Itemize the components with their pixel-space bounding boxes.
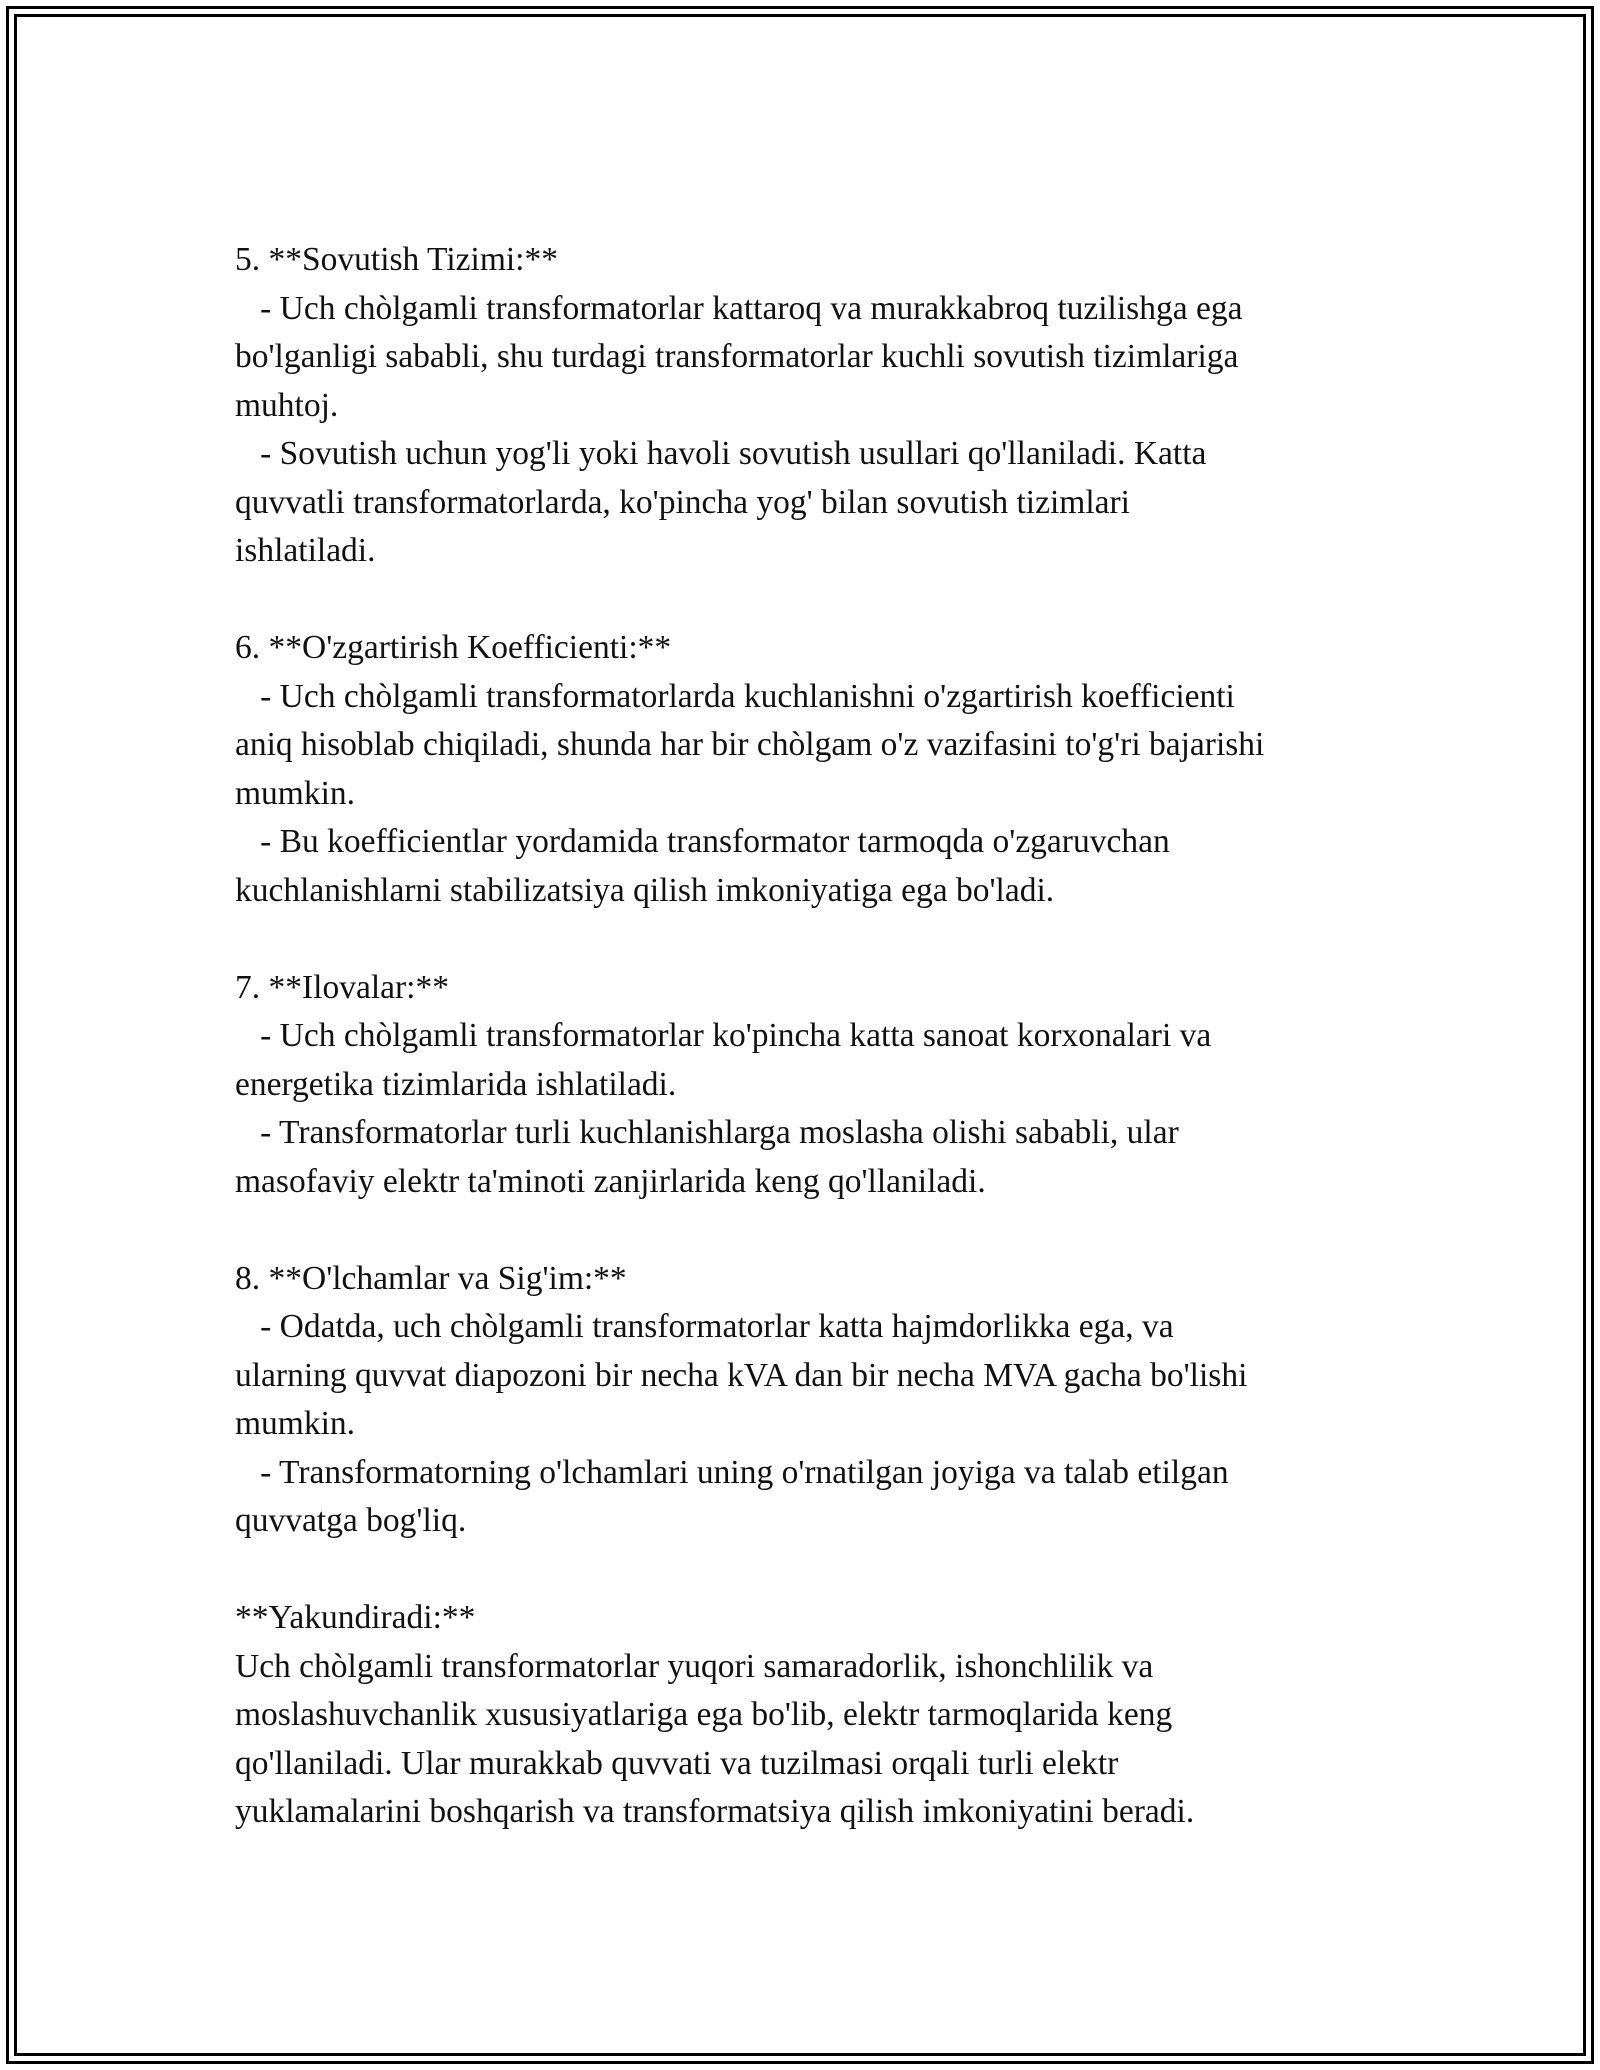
text-line: - Transformatorlar turli kuchlanishlarga moslasha olishi sababli, ular (235, 1114, 1179, 1151)
text-line: - Uch chòlgamli transformatorlarda kuchlanishni o'zgartirish koefficienti (235, 677, 1235, 715)
document-body (235, 236, 1385, 1837)
text-line: quvvatli transformatorlarda, ko'pincha yog' bilan sovutish tizimlari (235, 483, 1130, 521)
paragraph-spacer (235, 1206, 1385, 1255)
paragraph-spacer (235, 1546, 1385, 1595)
paragraph-spacer (235, 576, 1385, 625)
text-line: - Odatda, uch chòlgamli transformatorlar katta hajmdorlikka ega, va (235, 1308, 1174, 1345)
text-line: aniq hisoblab chiqiladi, shunda har bir chòlgam o'z vazifasini to'g'ri bajarishi (235, 726, 1265, 763)
text-line: energetika tizimlarida ishlatiladi. (235, 1065, 677, 1103)
text-line: kuchlanishlarni stabilizatsiya qilish imkoniyatiga ega bo'ladi. (235, 871, 1055, 909)
text-line: masofaviy elektr ta'minoti zanjirlarida keng qo'llaniladi. (235, 1162, 986, 1200)
text-line: - Bu koefficientlar yordamida transformator tarmoqda o'zgaruvchan (235, 823, 1170, 860)
text-line: bo'lganligi sababli, shu turdagi transformatorlar kuchli sovutish tizimlariga (235, 338, 1239, 375)
conclusion-heading: **Yakundiradi:** (235, 1599, 476, 1636)
text-line: moslashuvchanlik xususiyatlariga ega bo'lib, elektr tarmoqlarida keng (235, 1696, 1173, 1733)
text-line: - Sovutish uchun yog'li yoki havoli sovutish usullari qo'llaniladi. Katta (235, 435, 1207, 472)
text-line: ularning quvvat diapozoni bir necha kVA dan bir necha MVA gacha bo'lishi (235, 1356, 1248, 1394)
text-line: - Transformatorning o'lchamlari uning o'rnatilgan joyiga va talab etilgan (235, 1453, 1229, 1491)
text-line: ishlatiladi. (235, 532, 376, 569)
text-line: yuklamalarini boshqarish va transformatsiya qilish imkoniyatini beradi. (235, 1793, 1195, 1830)
text-line: - Uch chòlgamli transformatorlar ko'pincha katta sanoat korxonalari va (235, 1017, 1212, 1054)
text-line: mumkin. (235, 1405, 356, 1442)
section-heading-ratio: 6. **O'zgartirish Koefficienti:** (235, 629, 672, 666)
text-line: mumkin. (235, 774, 356, 812)
text-line: qo'llaniladi. Ular murakkab quvvati va tuzilmasi orqali turli elektr (235, 1744, 1119, 1782)
text-line: - Uch chòlgamli transformatorlar kattaroq va murakkabroq tuzilishga ega (235, 289, 1243, 327)
text-line: Uch chòlgamli transformatorlar yuqori samaradorlik, ishonchlilik va (235, 1647, 1154, 1685)
text-line: muhtoj. (235, 386, 339, 424)
text-line: quvvatga bog'liq. (235, 1502, 467, 1539)
paragraph-spacer (235, 915, 1385, 964)
section-heading-cooling: 5. **Sovutish Tizimi:** (235, 241, 558, 278)
section-heading-dimensions: 8. **O'lchamlar va Sig'im:** (235, 1259, 627, 1297)
section-heading-applications: 7. **Ilovalar:** (235, 968, 449, 1006)
